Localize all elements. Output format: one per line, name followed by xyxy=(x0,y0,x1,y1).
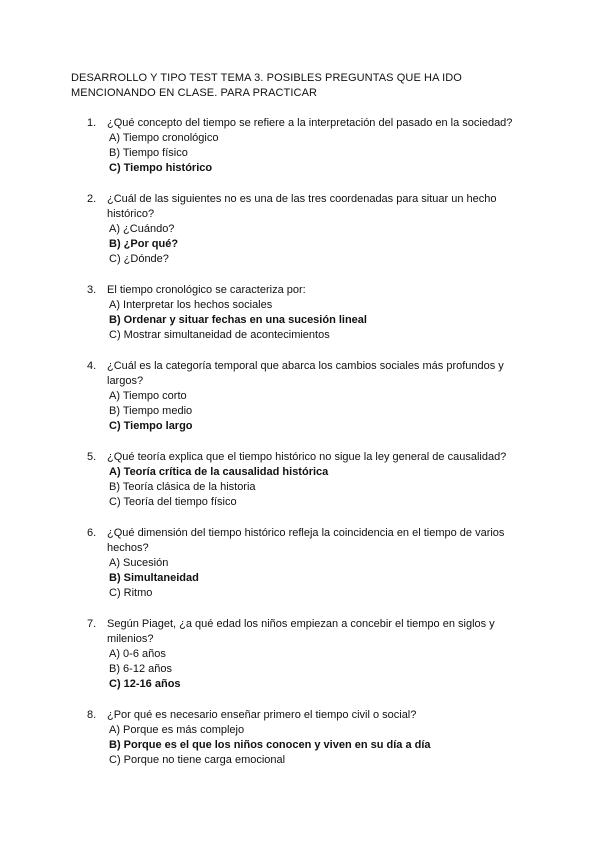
answer-option: A) Tiempo cronológico xyxy=(109,132,219,144)
question-item xyxy=(87,283,527,343)
answer-option: B) Teoría clásica de la historia xyxy=(109,481,256,493)
answer-option: A) Interpretar los hechos sociales xyxy=(109,299,273,311)
question-text: ¿Qué teoría explica que el tiempo histórico no sigue la ley general de causalidad? xyxy=(107,451,507,463)
question-text: El tiempo cronológico se caracteriza por: xyxy=(107,284,306,296)
answer-option-correct: C) 12-16 años xyxy=(109,678,181,690)
answer-option: A) Tiempo corto xyxy=(109,390,187,402)
answer-options xyxy=(109,723,527,768)
question-item xyxy=(87,617,527,692)
answer-options xyxy=(109,556,527,601)
title-line-1: DESARROLLO Y TIPO TEST TEMA 3. POSIBLES PREGUNTAS QUE HA IDO xyxy=(71,72,462,84)
question-item xyxy=(87,708,527,768)
answer-option-correct: B) Porque es el que los niños conocen y viven en su día a día xyxy=(109,739,431,751)
question-text: ¿Qué dimensión del tiempo histórico refleja la coincidencia en el tiempo de varios hechos? xyxy=(107,527,505,554)
question-list xyxy=(87,116,527,784)
answer-option: A) ¿Cuándo? xyxy=(109,223,175,235)
answer-option: A) Sucesión xyxy=(109,557,169,569)
answer-option: A) Porque es más complejo xyxy=(109,724,245,736)
question-text: ¿Qué concepto del tiempo se refiere a la interpretación del pasado en la sociedad? xyxy=(107,117,513,129)
answer-option-correct: C) Tiempo largo xyxy=(109,420,193,432)
question-number: 1. xyxy=(87,117,97,129)
answer-options xyxy=(109,389,527,434)
answer-option: C) Teoría del tiempo físico xyxy=(109,496,237,508)
question-text: ¿Cuál es la categoría temporal que abarca los cambios sociales más profundos y largos? xyxy=(107,360,504,387)
answer-option: B) 6-12 años xyxy=(109,663,172,675)
answer-option: C) Mostrar simultaneidad de acontecimientos xyxy=(109,329,330,341)
answer-option: B) Tiempo físico xyxy=(109,147,188,159)
question-text: ¿Por qué es necesario enseñar primero el tiempo civil o social? xyxy=(107,709,417,721)
answer-option-correct: B) Simultaneidad xyxy=(109,572,199,584)
answer-options xyxy=(109,131,527,176)
answer-options xyxy=(109,647,527,692)
answer-options xyxy=(109,298,527,343)
question-number: 6. xyxy=(87,527,97,539)
answer-option: C) ¿Dónde? xyxy=(109,253,169,265)
document-title xyxy=(71,71,541,101)
question-item xyxy=(87,359,527,434)
question-item xyxy=(87,526,527,601)
answer-option: C) Ritmo xyxy=(109,587,153,599)
question-number: 7. xyxy=(87,618,97,630)
answer-option: C) Porque no tiene carga emocional xyxy=(109,754,286,766)
answer-options xyxy=(109,465,527,510)
question-number: 8. xyxy=(87,709,97,721)
question-item xyxy=(87,450,527,510)
answer-option: A) 0-6 años xyxy=(109,648,166,660)
answer-option-correct: B) Ordenar y situar fechas en una sucesión lineal xyxy=(109,314,367,326)
answer-option-correct: B) ¿Por qué? xyxy=(109,238,179,250)
answer-option-correct: A) Teoría crítica de la causalidad histórica xyxy=(109,466,329,478)
question-number: 2. xyxy=(87,193,97,205)
question-number: 5. xyxy=(87,451,97,463)
question-item xyxy=(87,116,527,176)
answer-option: B) Tiempo medio xyxy=(109,405,193,417)
title-line-2: MENCIONANDO EN CLASE. PARA PRACTICAR xyxy=(71,87,318,99)
question-text: ¿Cuál de las siguientes no es una de las tres coordenadas para situar un hecho histórico? xyxy=(107,193,497,220)
question-text: Según Piaget, ¿a qué edad los niños empiezan a concebir el tiempo en siglos y milenios? xyxy=(107,618,495,645)
question-number: 4. xyxy=(87,360,97,372)
question-number: 3. xyxy=(87,284,97,296)
question-item xyxy=(87,192,527,267)
answer-option-correct: C) Tiempo histórico xyxy=(109,162,213,174)
answer-options xyxy=(109,222,527,267)
